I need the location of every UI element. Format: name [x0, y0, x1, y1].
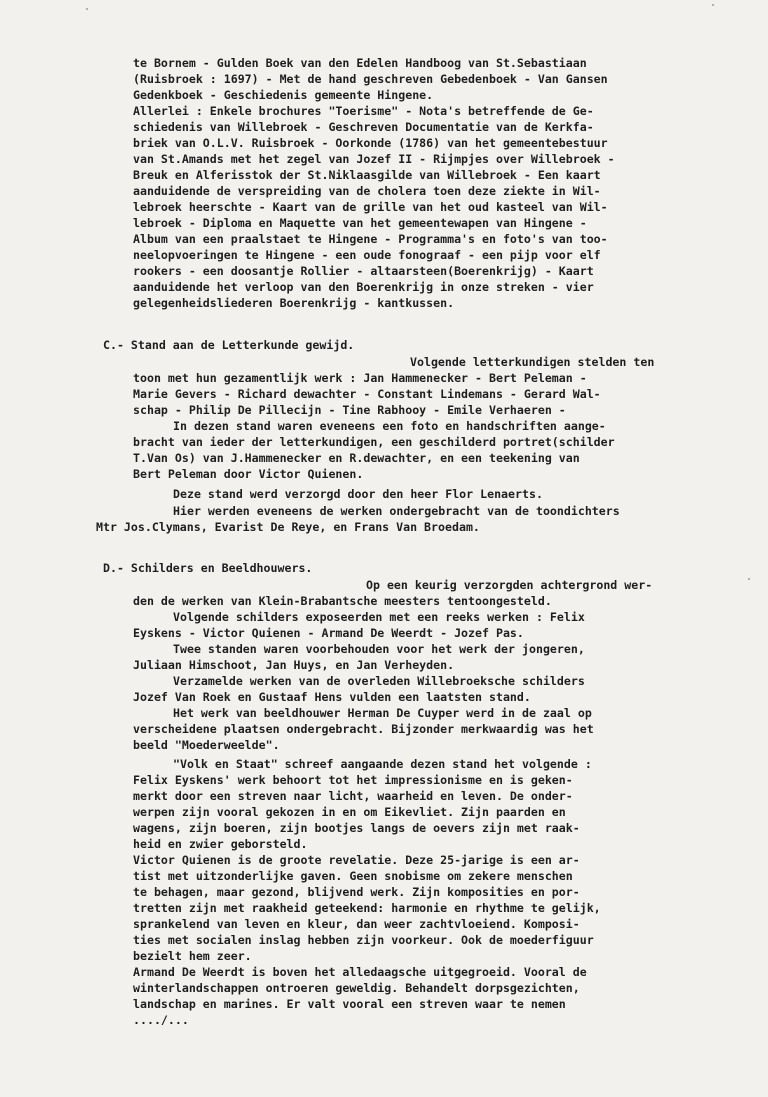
- text-line: tretten zijn met raakheid geteekend: harmonie en rhythme te gelijk,: [133, 901, 601, 915]
- text-line: bracht van ieder der letterkundigen, een geschilderd portret(schilder: [133, 435, 615, 449]
- text-line: (Ruisbroek : 1697) - Met de hand geschreven Gebedenboek - Van Gansen: [133, 72, 608, 86]
- text-line: "Volk en Staat" schreef aangaande dezen stand het volgende :: [173, 757, 592, 771]
- text-line: Hier werden eveneens de werken ondergebracht van de toondichters: [173, 504, 620, 518]
- text-line: bezielt hem zeer.: [133, 949, 252, 963]
- text-line: Verzamelde werken van de overleden Willebroeksche schilders: [173, 674, 585, 688]
- text-line: den de werken van Klein-Brabantsche meesters tentoongesteld.: [133, 594, 552, 608]
- text-line: heid en zwier geborsteld.: [133, 837, 308, 851]
- text-line: gelegenheidsliederen Boerenkrijg - kantkussen.: [133, 296, 455, 310]
- text-line: aanduidende de verspreiding van de cholera toen deze ziekte in Wil-: [133, 184, 601, 198]
- text-line: Juliaan Himschoot, Jan Huys, en Jan Verheyden.: [133, 658, 455, 672]
- text-line: landschap en marines. Er valt vooral een streven waar te nemen: [133, 997, 566, 1011]
- text-line: rookers - een doosantje Rollier - altaarsteen(Boerenkrijg) - Kaart: [133, 264, 594, 278]
- text-line: Mtr Jos.Clymans, Evarist De Reye, en Frans Van Broedam.: [96, 520, 480, 534]
- text-line: Armand De Weerdt is boven het alledaagsche uitgegroeid. Vooral de: [133, 965, 587, 979]
- text-line: ties met socialen inslag hebben zijn voorkeur. Ook de moederfiguur: [133, 933, 594, 947]
- text-line: Marie Gevers - Richard dewachter - Constant Lindemans - Gerard Wal-: [133, 387, 601, 401]
- text-line: Victor Quienen is de groote revelatie. Deze 25-jarige is een ar-: [133, 853, 580, 867]
- text-line: wagens, zijn boeren, zijn bootjes langs de oevers zijn met raak-: [133, 821, 580, 835]
- text-line: Bert Peleman door Victor Quienen.: [133, 467, 364, 481]
- text-line: Breuk en Alferisstok der St.Niklaasgilde van Willebroek - Een kaart: [133, 168, 601, 182]
- text-line: lebroek heerschte - Kaart van de grille van het oud kasteel van Wil-: [133, 200, 608, 214]
- text-line: Jozef Van Roek en Gustaaf Hens vulden een laatsten stand.: [133, 690, 531, 704]
- text-line: Volgende schilders exposeerden met een reeks werken : Felix: [173, 610, 585, 624]
- section-heading-c: C.- Stand aan de Letterkunde gewijd.: [103, 338, 355, 352]
- text-line: Album van een praalstaet te Hingene - Programma's en foto's van too-: [133, 232, 608, 246]
- text-line: Allerlei : Enkele brochures "Toerisme" - Nota's betreffende de Ge-: [133, 104, 594, 118]
- text-line: beeld "Moederweelde".: [133, 738, 280, 752]
- text-line: Gedenkboek - Geschiedenis gemeente Hingene.: [133, 88, 434, 102]
- text-line: schiedenis van Willebroek - Geschreven Documentatie van de Kerkfa-: [133, 120, 594, 134]
- text-line: van St.Amands met het zegel van Jozef II - Rijmpjes over Willebroek -: [133, 152, 615, 166]
- text-line: toon met hun gezamentlijk werk : Jan Hammenecker - Bert Peleman -: [133, 371, 587, 385]
- text-line: verscheidene plaatsen ondergebracht. Bijzonder merkwaardig was het: [133, 722, 594, 736]
- text-line: Felix Eyskens' werk behoort tot het impressionisme en is geken-: [133, 773, 573, 787]
- text-line: Deze stand werd verzorgd door den heer Flor Lenaerts.: [173, 487, 543, 501]
- text-line: sprankelend van leven en kleur, dan weer zachtvloeiend. Komposi-: [133, 917, 580, 931]
- text-line: merkt door een streven naar licht, waarheid en leven. De onder-: [133, 789, 573, 803]
- text-line: Het werk van beeldhouwer Herman De Cuyper werd in de zaal op: [173, 706, 592, 720]
- text-line: werpen zijn vooral gekozen in en om Eikevliet. Zijn paarden en: [133, 805, 566, 819]
- section-heading-d: D.- Schilders en Beeldhouwers.: [103, 561, 313, 575]
- text-line: winterlandschappen ontroeren geweldig. Behandelt dorpsgezichten,: [133, 981, 580, 995]
- text-line: lebroek - Diploma en Maquette van het gemeentewapen van Hingene -: [133, 216, 587, 230]
- text-line: Volgende letterkundigen stelden ten: [410, 355, 655, 369]
- text-line: briek van O.L.V. Ruisbroek - Oorkonde (1786) van het gemeentebestuur: [133, 136, 608, 150]
- text-line: aanduidende het verloop van den Boerenkrijg in onze streken - vier: [133, 280, 594, 294]
- text-line: tist met uitzonderlijke gaven. Geen snobisme om zekere menschen: [133, 869, 573, 883]
- text-line: In dezen stand waren eveneens een foto en handschriften aange-: [173, 419, 606, 433]
- text-line: neelopvoeringen te Hingene - een oude fonograaf - een pijp voor elf: [133, 248, 601, 262]
- text-line: T.Van Os) van J.Hammenecker en R.dewachter, en een teekening van: [133, 451, 580, 465]
- text-line: te behagen, maar gezond, blijvend werk. Zijn komposities en por-: [133, 885, 580, 899]
- text-line: te Bornem - Gulden Boek van den Edelen Handboog van St.Sebastiaan: [133, 56, 587, 70]
- text-line: Eyskens - Victor Quienen - Armand De Weerdt - Jozef Pas.: [133, 626, 524, 640]
- text-line: Op een keurig verzorgden achtergrond wer-: [366, 578, 653, 592]
- text-line: schap - Philip De Pillecijn - Tine Rabhooy - Emile Verhaeren -: [133, 403, 566, 417]
- paper-speck: [748, 578, 750, 580]
- paper-speck: [712, 4, 714, 6]
- text-line: ..../...: [133, 1013, 189, 1027]
- paper-speck: [86, 8, 88, 10]
- text-line: Twee standen waren voorbehouden voor het werk der jongeren,: [173, 642, 585, 656]
